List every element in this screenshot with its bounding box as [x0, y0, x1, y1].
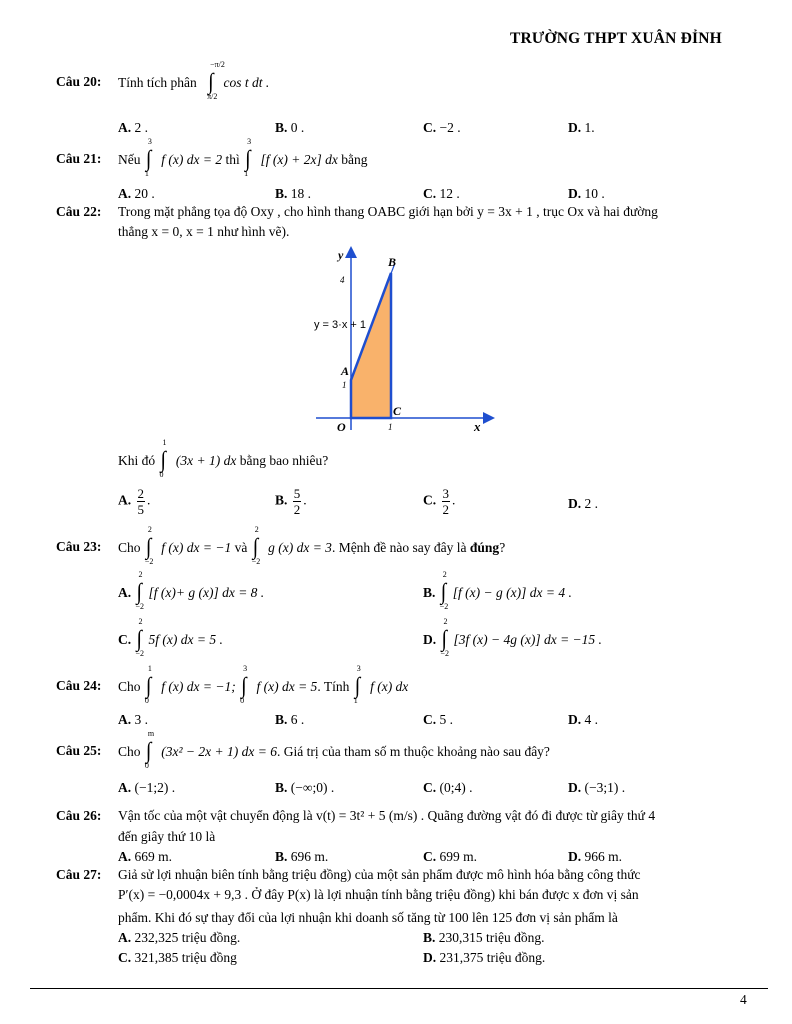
q27-line1: Giả sử lợi nhuận biên tính bằng triệu đồng) của một sản phẩm được mô hình hóa bằng công thức	[118, 867, 641, 882]
integral-symbol: m ∫ 0	[144, 729, 155, 770]
q23-expr2: g (x) dx = 3	[268, 540, 332, 556]
trapezoid-area	[351, 273, 391, 418]
point-c-label: C	[393, 404, 402, 418]
integral-lower: 0	[144, 696, 149, 705]
q25-expr1: (3x² − 2x + 1) dx = 6	[161, 744, 277, 760]
q27-option-c[interactable]: C. 321,385 triệu đồng	[118, 950, 237, 965]
q24-option-a[interactable]: A. 3 .	[118, 712, 148, 727]
integral-symbol: 2 ∫ −2	[144, 525, 154, 566]
x-axis-label: x	[474, 419, 481, 434]
q21-part1: Nếu	[118, 152, 141, 168]
q20-prompt: Tính tích phân	[118, 75, 197, 91]
q21-part2: thì	[225, 152, 240, 168]
q21-option-a[interactable]: A. 20 .	[118, 186, 155, 201]
q23-part4: ?	[499, 540, 506, 556]
integral-upper: 3	[247, 137, 252, 146]
q23-part1: Cho	[118, 540, 141, 556]
trapezoid-figure	[310, 245, 500, 435]
q22-option-c[interactable]: C. $\frac{3}{2}$ .	[423, 486, 456, 517]
integral-lower: 0	[240, 696, 245, 705]
q22-question	[118, 438, 329, 479]
q23-text	[118, 525, 506, 566]
q21-text	[118, 137, 368, 178]
page-number: 4	[740, 992, 747, 1007]
q23-bold-word: đúng	[469, 540, 500, 556]
q22-question-expr: (3x + 1) dx	[175, 453, 237, 469]
q23-part2: và	[234, 540, 248, 556]
q25-part1: Cho	[118, 744, 141, 760]
q25-option-a[interactable]: A. (−1;2) .	[118, 780, 176, 795]
q25-option-c[interactable]: C. (0;4) .	[423, 780, 473, 795]
integral-lower: −2	[144, 557, 154, 566]
point-a-label: A	[341, 364, 350, 378]
integral-upper: 2	[254, 525, 259, 534]
q25-text	[118, 729, 550, 770]
q24-option-d[interactable]: D. 4 .	[568, 712, 598, 727]
q22-label: Câu 22:	[56, 204, 102, 219]
q20-text	[118, 60, 270, 101]
q26-option-d[interactable]: D. 966 m.	[568, 849, 623, 864]
q20-integrand: cos t dt .	[223, 75, 270, 91]
integral-symbol: 1 ∫ 0	[159, 438, 167, 479]
y-axis-label: y	[338, 248, 344, 262]
tick-y1: 1	[342, 380, 347, 390]
tick-x1: 1	[388, 422, 393, 432]
integral-lower: π/2	[207, 92, 218, 101]
q24-part2: . Tính	[317, 679, 350, 695]
q24-expr3: f (x) dx	[370, 679, 409, 695]
q20-option-b[interactable]: B. 0 .	[275, 120, 305, 135]
tick-y4: 4	[340, 275, 345, 285]
integral-upper: 2	[147, 525, 152, 534]
integral-lower: 0	[159, 470, 164, 479]
q26-option-c[interactable]: C. 699 m.	[423, 849, 478, 864]
q20-option-d[interactable]: D. 1.	[568, 120, 595, 135]
integral-symbol: 2 ∫ −2	[251, 525, 261, 566]
q25-option-d[interactable]: D. (−3;1) .	[568, 780, 626, 795]
q21-option-d[interactable]: D. 10 .	[568, 186, 605, 201]
school-header: TRƯỜNG THPT XUÂN ĐỈNH	[510, 30, 722, 47]
q24-expr1: f (x) dx = −1;	[161, 679, 236, 695]
q22-question-part1: Khi đó	[118, 453, 156, 469]
q22-line1: Trong mặt phẳng tọa độ Oxy , cho hình thang OABC giới hạn bởi y = 3x + 1 , trục Ox và hai đường	[118, 204, 658, 219]
q23-option-c[interactable]: C. 2 ∫ −2 5f (x) dx = 5 .	[118, 617, 223, 658]
q27-label: Câu 27:	[56, 867, 102, 882]
q22-line2: thẳng x = 0, x = 1 như hình vẽ).	[118, 224, 290, 239]
integral-lower: 1	[144, 169, 149, 178]
q25-label: Câu 25:	[56, 743, 102, 758]
q24-option-b[interactable]: B. 6 .	[275, 712, 305, 727]
footer-divider	[30, 988, 768, 989]
integral-symbol: 2 ∫ −2	[440, 617, 450, 658]
integral-symbol: 2 ∫ −2	[135, 617, 145, 658]
q21-part3: bằng	[341, 152, 368, 168]
q23-option-a[interactable]: A. 2 ∫ −2 [f (x)+ g (x)] dx = 8 .	[118, 570, 265, 611]
q25-part2: . Giá trị của tham số m thuộc khoảng nào sau đây?	[277, 744, 550, 760]
q21-expr2: [f (x) + 2x] dx	[260, 152, 338, 168]
integral-upper: m	[147, 729, 155, 738]
q24-label: Câu 24:	[56, 678, 102, 693]
q20-option-a[interactable]: A. 2 .	[118, 120, 148, 135]
q24-part1: Cho	[118, 679, 141, 695]
integral-upper: 3	[147, 137, 152, 146]
integral-symbol: 1 ∫ 0	[144, 664, 152, 705]
q27-option-a[interactable]: A. 232,325 triệu đồng.	[118, 930, 241, 945]
q23-expr1: f (x) dx = −1	[161, 540, 232, 556]
q26-line1: Vận tốc của một vật chuyển động là v(t) = 3t² + 5 (m/s) . Quãng đường vật đó đi được từ giây thứ 4	[118, 808, 656, 823]
q27-option-b[interactable]: B. 230,315 triệu đồng.	[423, 930, 545, 945]
q23-part3: . Mệnh đề nào say đây là	[331, 540, 467, 556]
point-b-label: B	[388, 255, 397, 269]
q23-option-b[interactable]: B. 2 ∫ −2 [f (x) − g (x)] dx = 4 .	[423, 570, 572, 611]
q27-option-d[interactable]: D. 231,375 triệu đồng.	[423, 950, 546, 965]
integral-symbol: 2 ∫ −2	[135, 570, 145, 611]
q24-text	[118, 664, 409, 705]
q26-option-b[interactable]: B. 696 m.	[275, 849, 329, 864]
q23-label: Câu 23:	[56, 539, 102, 554]
q22-option-b[interactable]: B. $\frac{5}{2}$ .	[275, 486, 307, 517]
q21-label: Câu 21:	[56, 151, 102, 166]
q26-option-a[interactable]: A. 669 m.	[118, 849, 173, 864]
integral-lower: 1	[353, 696, 358, 705]
integral-symbol: 3 ∫ 1	[144, 137, 152, 178]
q27-line2: P′(x) = −0,0004x + 9,3 . Ở đây P(x) là lợi nhuận tính bằng triệu đồng) khi bán được x đơn vị sản	[118, 887, 639, 902]
q24-expr2: f (x) dx = 5	[256, 679, 318, 695]
q22-option-d[interactable]: D. 2 .	[568, 496, 598, 511]
q21-expr1: f (x) dx = 2	[161, 152, 223, 168]
q25-option-b[interactable]: B. (−∞;0) .	[275, 780, 335, 795]
q20-label: Câu 20:	[56, 74, 102, 89]
integral-upper: 1	[147, 664, 152, 673]
integral-symbol: 3 ∫ 0	[240, 664, 248, 705]
q26-line2: đến giây thứ 10 là	[118, 829, 216, 844]
integral-symbol: 3 ∫ 1	[353, 664, 361, 705]
integral-upper: 3	[356, 664, 361, 673]
integral-upper: −π/2	[210, 60, 225, 69]
integral-lower: −2	[251, 557, 261, 566]
integral-upper: 1	[162, 438, 167, 447]
line-equation-label: y = 3·x + 1	[314, 319, 366, 331]
q26-label: Câu 26:	[56, 808, 102, 823]
integral-symbol: −π/2 ∫ π/2	[207, 60, 225, 101]
q22-question-part2: bằng bao nhiêu?	[239, 453, 329, 469]
q22-option-a[interactable]: A. $\frac{2}{5}$ .	[118, 486, 151, 517]
q24-option-c[interactable]: C. 5 .	[423, 712, 453, 727]
integral-lower: 0	[144, 761, 149, 770]
q21-option-b[interactable]: B. 18 .	[275, 186, 312, 201]
integral-symbol: 3 ∫ 1	[244, 137, 252, 178]
q20-option-c[interactable]: C. −2 .	[423, 120, 461, 135]
q23-option-d[interactable]: D. 2 ∫ −2 [3f (x) − 4g (x)] dx = −15 .	[423, 617, 602, 658]
integral-lower: 1	[244, 169, 249, 178]
q21-option-c[interactable]: C. 12 .	[423, 186, 460, 201]
origin-label: O	[337, 420, 346, 434]
integral-upper: 3	[243, 664, 248, 673]
q27-line3: phẩm. Khi đó sự thay đổi của lợi nhuận khi doanh số tăng từ 100 lên 125 đơn vị sản phẩm là	[118, 910, 618, 925]
integral-symbol: 2 ∫ −2	[439, 570, 449, 611]
